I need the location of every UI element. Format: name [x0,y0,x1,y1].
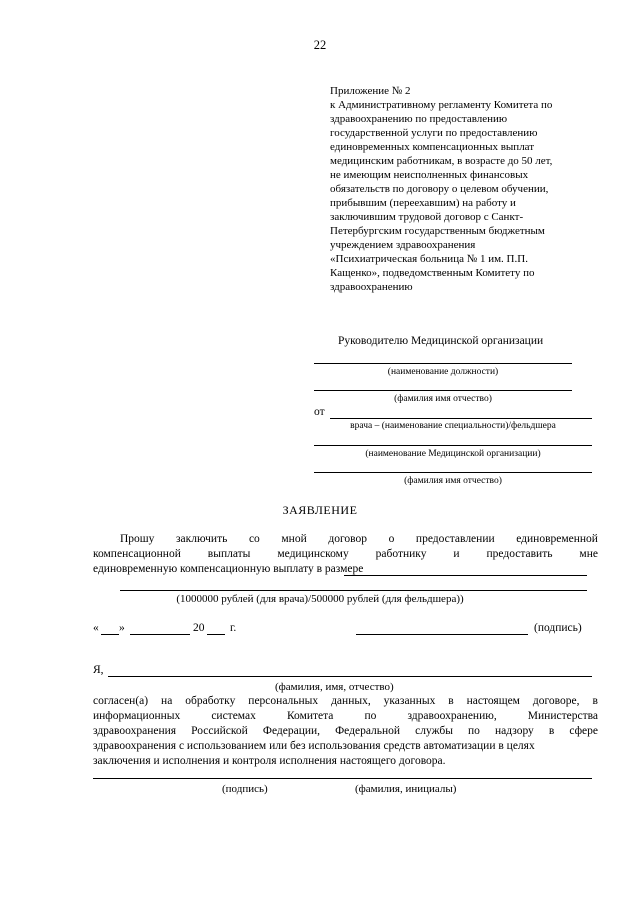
appendix-line: Кащенко», подведомственным Комитету по [330,267,535,279]
word: данных, [331,695,371,707]
word: на [161,695,173,707]
word: мне [579,548,598,560]
appendix-line: обязательств по договору о целевом обучении, [330,183,549,195]
word: по [364,710,377,722]
year-prefix: 20 [193,622,205,634]
date-open-quote: « [93,622,99,634]
day-field[interactable] [101,634,119,635]
amount-caption: (1000000 рублей (для врача)/500000 рублей (для фельдшера)) [176,593,464,605]
word: Прошу [120,533,155,545]
word: Министерства [527,710,598,722]
amount-field[interactable] [344,575,587,576]
appendix-note [330,84,610,294]
word: в [448,695,454,707]
consent-line-2 [93,710,598,722]
word: службы [415,725,453,737]
word: договоре, [532,695,580,707]
word: Федерации, [262,725,321,737]
word: в [592,695,598,707]
word: в [548,725,555,737]
word: информационных [93,710,181,722]
consent-i-label: Я, [93,664,104,676]
request-line-2 [93,548,598,560]
request-line-3: единовременную компенсационную выплату в размере [93,563,364,575]
word: выплаты [207,548,251,560]
appendix-line: Петербургским государственным бюджетным [330,225,545,237]
word: со [248,533,260,545]
organization-field[interactable] [314,445,592,446]
sender-name-caption: (фамилия имя отчество) [404,476,502,486]
word: Российской [191,725,248,737]
word: предоставлении [415,533,495,545]
signature-field[interactable] [356,634,528,635]
word: согласен(а) [93,695,149,707]
appendix-line: к Административному регламенту Комитета по [330,99,553,111]
appendix-line: не имеющим неисполненных финансовых [330,169,529,181]
word: персональных [248,695,319,707]
organization-caption: (наименование Медицинской организации) [365,449,541,459]
word: договор [328,533,367,545]
consent-initials-caption: (фамилия, инициалы) [355,783,457,795]
specialty-caption: врача – (наименование специальности)/фельдшера [350,421,556,431]
consent-line-5: заключения и исполнения и контроля исполнения настоящего договора. [93,755,446,767]
appendix-line: «Психиатрическая больница № 1 им. П.П. [330,253,528,265]
word: по [468,725,480,737]
appendix-line: государственной услуги по предоставлению [330,127,538,139]
appendix-line: здравоохранению [330,281,413,293]
from-label: от [314,406,325,418]
appendix-line: заключившим трудовой договор с Санкт- [330,211,524,223]
word: надзору [494,725,534,737]
appendix-line: единовременных компенсационных выплат [330,141,535,153]
request-line-1 [120,533,598,545]
year-field[interactable] [207,634,225,635]
consent-name-caption: (фамилия, имя, отчество) [275,681,394,693]
consent-name-field[interactable] [108,676,592,677]
consent-signature-field[interactable] [93,778,592,779]
signature-label: (подпись) [534,622,582,634]
word: здравоохранения [93,725,177,737]
document-title: ЗАЯВЛЕНИЕ [282,503,358,517]
word: компенсационной [93,548,181,560]
addressee-heading: Руководителю Медицинской организации [338,335,544,347]
consent-signature-caption: (подпись) [222,783,268,795]
appendix-line: прибывшим (переехавшим) на работу и [330,197,516,209]
word: сфере [569,725,598,737]
date-close-quote: » [119,622,125,634]
word: и [453,548,460,560]
word: настоящем [466,695,520,707]
word: системах [211,710,256,722]
word: медицинскому [277,548,349,560]
addressee-name-field[interactable] [314,390,572,391]
appendix-line: здравоохранению по предоставлению [330,113,508,125]
position-caption: (наименование должности) [387,367,499,377]
month-field[interactable] [130,634,190,635]
word: о [388,533,395,545]
specialty-field[interactable] [330,418,592,419]
appendix-line: Приложение № 2 [330,85,411,97]
word: единовременной [516,533,598,545]
appendix-line: учреждением здравоохранения [330,239,476,251]
page-number: 22 [313,38,327,52]
consent-line-3 [93,725,598,737]
consent-line-1 [93,695,598,707]
position-field[interactable] [314,363,572,364]
word: здравоохранению, [407,710,497,722]
year-suffix: г. [230,622,237,634]
word: указанных [383,695,436,707]
word: предоставить [486,548,553,560]
word: Федеральной [335,725,401,737]
amount-words-field[interactable] [120,590,587,591]
consent-line-4: здравоохранения с использованием или без использования средств автоматизации в целях [93,740,535,752]
appendix-line: медицинским работникам, в возрасте до 50 лет, [330,155,553,167]
word: мной [281,533,307,545]
addressee-name-caption: (фамилия имя отчество) [394,394,492,404]
word: заключить [176,533,228,545]
sender-name-field[interactable] [314,472,592,473]
word: Комитета [286,710,334,722]
word: работнику [375,548,427,560]
word: обработку [185,695,236,707]
